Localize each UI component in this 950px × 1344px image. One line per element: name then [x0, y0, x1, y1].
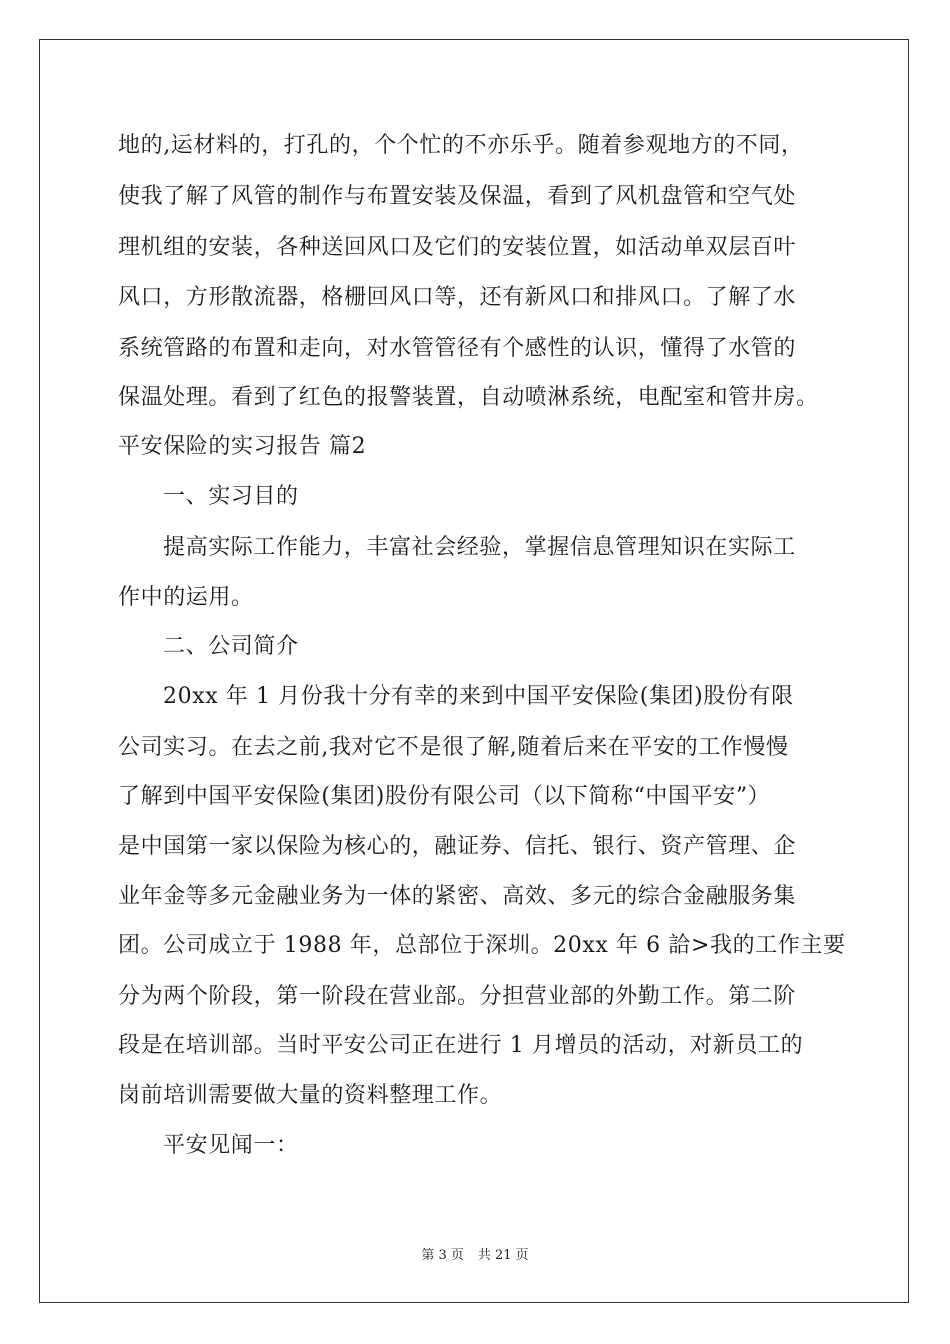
paragraph-line: 风口，方形散流器，格栅回风口等，还有新风口和排风口。了解了水 — [118, 285, 797, 310]
subsection-heading: 一、实习目的 — [163, 484, 299, 509]
paragraph-line: 提高实际工作能力，丰富社会经验，掌握信息管理知识在实际工 — [163, 535, 796, 560]
paragraph-line: 公司实习。在去之前,我对它不是很了解,随着后来在平安的工作慢慢 — [118, 735, 789, 760]
page-total: 共 21 页 — [477, 1248, 529, 1263]
paragraph-line: 平安见闻一： — [163, 1133, 299, 1158]
section-heading: 平安保险的实习报告 篇2 — [118, 434, 367, 459]
paragraph-line: 业年金等多元金融业务为一体的紧密、高效、多元的综合金融服务集 — [118, 884, 797, 909]
paragraph-line: 团。公司成立于 1988 年，总部位于深圳。20xx 年 6 詥>我的工作主要 — [118, 933, 846, 958]
page-border — [39, 39, 909, 1303]
paragraph-line: 地的,运材料的，打孔的，个个忙的不亦乐乎。随着参观地方的不同， — [118, 133, 804, 158]
paragraph-line: 使我了解了风管的制作与布置安装及保温，看到了风机盘管和空气处 — [118, 184, 797, 209]
page-number: 第 3 页 — [421, 1248, 464, 1263]
paragraph-line: 系统管路的布置和走向，对水管管径有个感性的认识，懂得了水管的 — [118, 336, 797, 361]
paragraph-line: 岗前培训需要做大量的资料整理工作。 — [118, 1083, 503, 1108]
subsection-heading: 二、公司简介 — [163, 634, 299, 659]
paragraph-line: 分为两个阶段，第一阶段在营业部。分担营业部的外勤工作。第二阶 — [118, 984, 797, 1009]
page-footer — [0, 1248, 950, 1264]
paragraph-line: 段是在培训部。当时平安公司正在进行 1 月增员的活动，对新员工的 — [118, 1033, 804, 1058]
paragraph-line: 保温处理。看到了红色的报警装置，自动喷淋系统，电配室和管井房。 — [118, 385, 819, 410]
paragraph-line: 理机组的安装，各种送回风口及它们的安装位置，如活动单双层百叶 — [118, 235, 797, 260]
paragraph-line: 20xx 年 1 月份我十分有幸的来到中国平安保险(集团)股份有限 — [163, 684, 794, 709]
paragraph-line: 是中国第一家以保险为核心的，融证券、信托、银行、资产管理、企 — [118, 834, 797, 859]
paragraph-line: 了解到中国平安保险(集团)股份有限公司（以下简称“中国平安”） — [118, 784, 771, 809]
paragraph-line: 作中的运用。 — [118, 585, 254, 610]
